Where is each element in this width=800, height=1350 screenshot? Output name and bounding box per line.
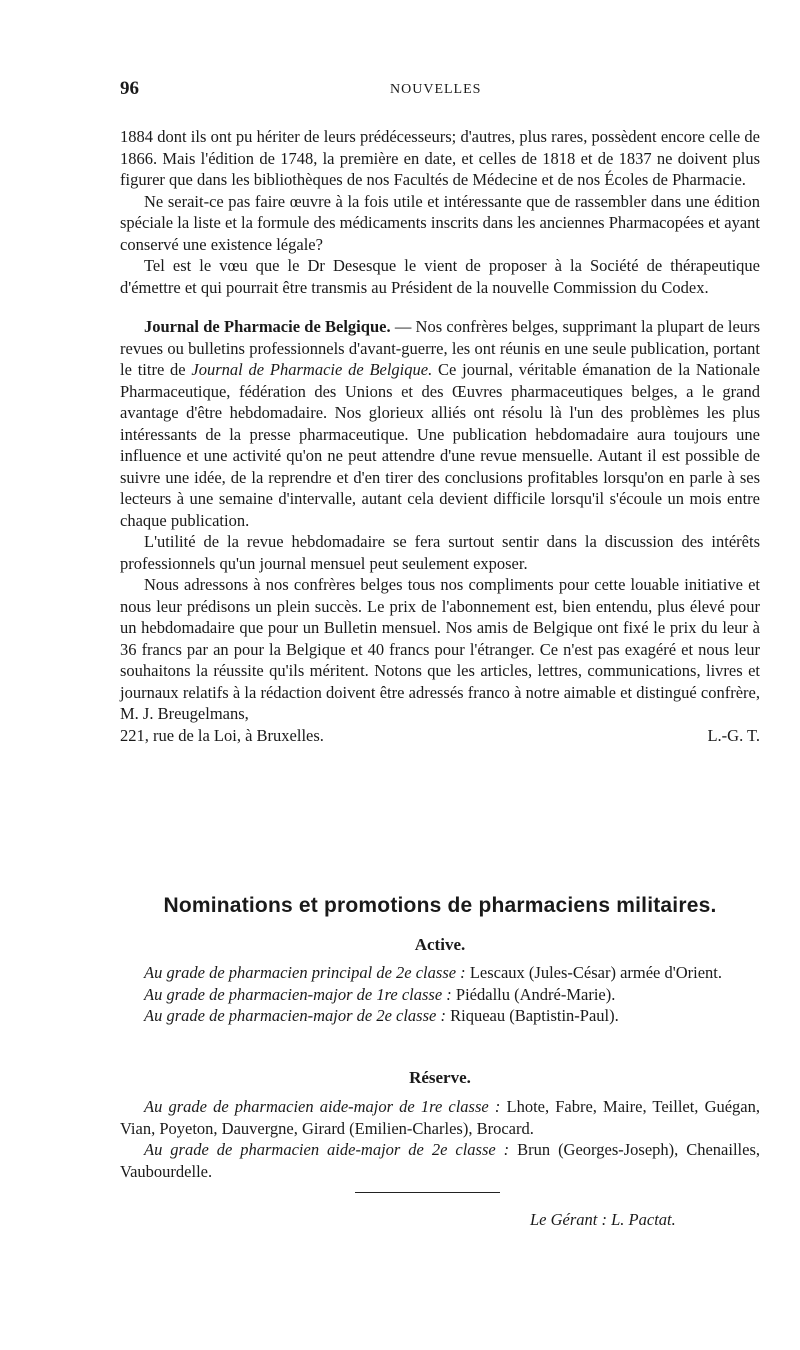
- journal-section-title: Journal de Pharmacie de Belgique.: [144, 317, 391, 336]
- grade-label: Au grade de pharmacien aide-major de 1re classe :: [144, 1097, 501, 1116]
- grade-label: Au grade de pharmacien-major de 1re classe :: [144, 984, 452, 1004]
- list-item: [120, 1139, 760, 1182]
- gerant-line: Le Gérant : L. Pactat.: [530, 1210, 676, 1229]
- names: Brun (Georges-Joseph), Chenailles, Vaubourdelle.: [120, 1140, 760, 1181]
- grade-label: Au grade de pharmacien aide-major de 2e classe :: [144, 1140, 510, 1159]
- active-heading: Active.: [414, 935, 466, 954]
- grade-label: Au grade de pharmacien principal de 2e classe :: [144, 963, 466, 982]
- names: Lhote, Fabre, Maire, Teillet, Guégan, Vian, Poyeton, Dauvergne, Girard (Emilien-Charles), Brocard.: [120, 1097, 761, 1138]
- list-item: [120, 1096, 760, 1139]
- section-divider: [355, 1192, 500, 1193]
- active-list: [120, 962, 760, 1027]
- news-body: [120, 126, 760, 746]
- list-item: [120, 984, 760, 1006]
- paragraph-4: [120, 316, 760, 531]
- page-header: [120, 78, 760, 108]
- reserve-heading: Réserve.: [409, 1068, 471, 1087]
- journal-name: Journal de Pharmacie de Belgique.: [191, 360, 433, 379]
- names: Lescaux (Jules-César) armée d'Orient.: [469, 963, 723, 982]
- paragraph-2: Ne serait-ce pas faire œuvre à la fois utile et intéressante que de rassembler dans une édition spéciale la liste et la formule des médicaments inscrits dans les anciennes Pharmacopées et ayant conservé une existence légale?: [120, 191, 760, 254]
- paragraph-3: Tel est le vœu que le Dr Desesque le vient de proposer à la Société de thérapeutique d'émettre et qui pourrait être transmis au Président de la nouvelle Commission du Codex.: [120, 256, 760, 297]
- paragraph-5: L'utilité de la revue hebdomadaire se fera surtout sentir dans la discussion des intérêts professionnels qu'un journal mensuel peut seulement exposer.: [120, 532, 760, 573]
- names: Riqueau (Baptistin-Paul).: [450, 1006, 619, 1025]
- address-signature-row: [120, 725, 760, 747]
- list-item: [120, 1005, 760, 1027]
- running-head: NOUVELLES: [390, 82, 482, 97]
- paragraph-4-text-b: Ce journal, véritable émanation de la Nationale Pharmaceutique, fédération des Unions et des Œuvres pharmaceutiques belges, a le grand avantage d'être hebdomadaire. Nos glorieux alliés ont résolu là l'un des problèmes les plus intéressants de la presse pharmaceutique. Une publication hebdomadaire aura toujours une influence et une activité qu'on ne peut attendre d'une revue mensuelle. Autant il est possible de suivre une idée, de la reprendre et d'en tirer des conclusions profitables lorsqu'on en parle à ses lecteurs à une semaine d'intervalle, autant cela devient difficile lorsqu'il s'écoule un mois entre chaque publication.: [120, 360, 760, 530]
- paragraph-1: 1884 dont ils ont pu hériter de leurs prédécesseurs; d'autres, plus rares, possèdent encore celle de 1866. Mais l'édition de 1748, la première en date, et celles de 1818 et de 1837 ne doivent plus figurer que dans les bibliothèques de nos Facultés de Médecine et de nos Écoles de Pharmacie.: [120, 127, 760, 189]
- list-item: [120, 962, 760, 984]
- paragraph-6: Nous adressons à nos confrères belges tous nos compliments pour cette louable initiative et nous leur prédisons un plein succès. Le prix de l'abonnement est, bien entendu, plus élevé pour un hebdomadaire que pour un Bulletin mensuel. Nos amis de Belgique ont fixé le prix du leur à 36 francs par an pour la Belgique et 40 francs pour l'étranger. Ce n'est pas exagéré et nous leur souhaitons la réussite qu'ils méritent. Notons que les articles, lettres, communications, livres et journaux relatifs à la rédaction doivent être adressés franco à notre aimable et distingué confrère, M. J. Breugelmans,: [120, 575, 760, 723]
- paragraph-4-text-a: — Nos confrères belges, supprimant la plupart de leurs revues ou bulletins professionnels d'avant-guerre, les ont réunis en une seule publication, portant le titre de: [120, 317, 760, 379]
- names: Piédallu (André-Marie).: [455, 984, 616, 1004]
- page-number: 96: [120, 78, 139, 99]
- signature: L.-G. T.: [707, 725, 760, 745]
- address: 221, rue de la Loi, à Bruxelles.: [120, 725, 324, 745]
- nominations-title: Nominations et promotions de pharmaciens militaires.: [163, 894, 717, 917]
- grade-label: Au grade de pharmacien-major de 2e classe :: [144, 1006, 446, 1025]
- reserve-list: [120, 1096, 760, 1182]
